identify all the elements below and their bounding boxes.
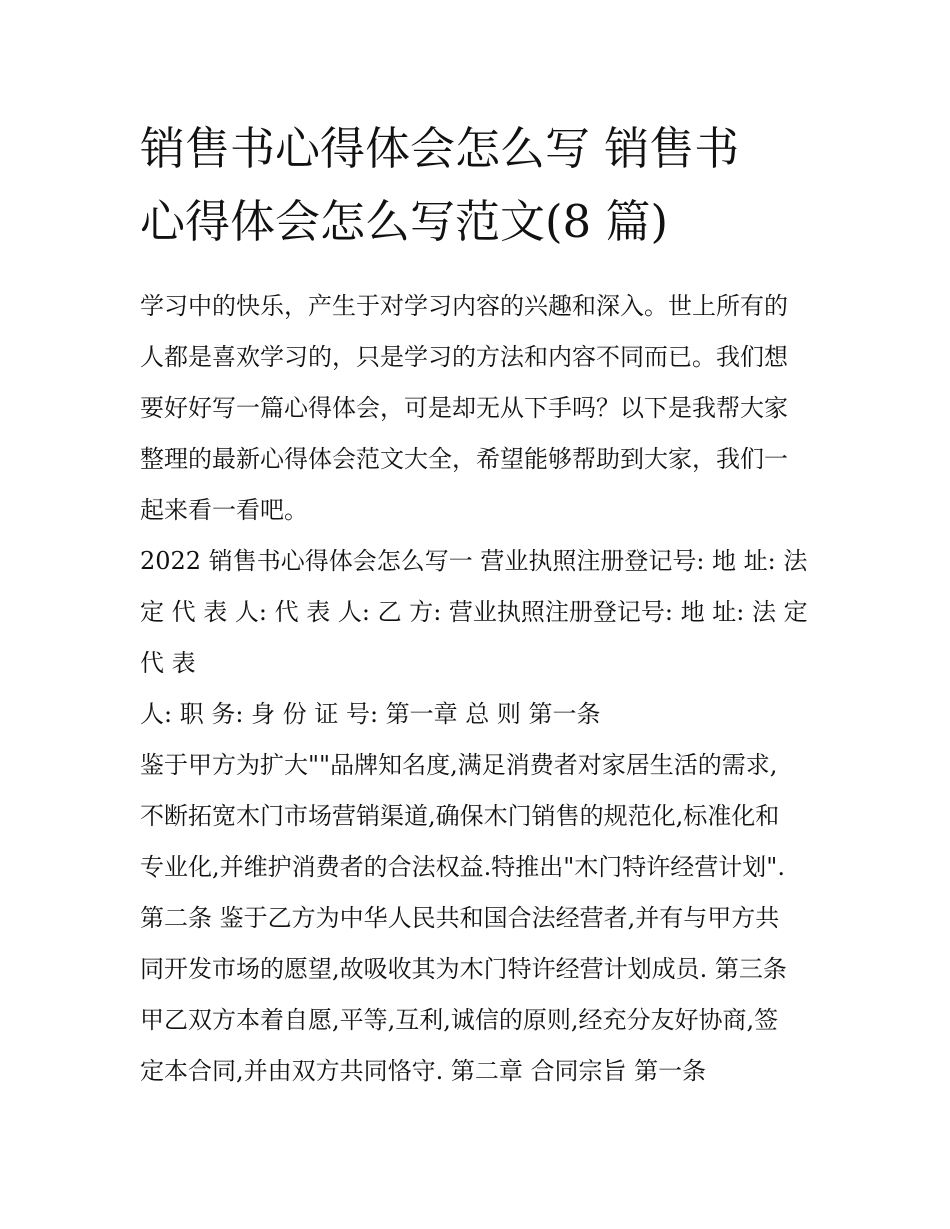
body-line: 定 代 表 人: 代 表 人: 乙 方: 营业执照注册登记号: 地 址: 法 定: [140, 598, 808, 626]
body-line: 学习中的快乐，产生于对学习内容的兴趣和深入。世上所有的: [140, 292, 788, 320]
body-line: 代 表: [140, 649, 196, 677]
body-line: 2022 销售书心得体会怎么写一 营业执照注册登记号: 地 址: 法: [140, 547, 808, 575]
document-title: [140, 112, 820, 258]
document-body: [140, 281, 820, 1097]
body-line: 鉴于甲方为扩大""品牌知名度,满足消费者对家居生活的需求,: [140, 751, 778, 779]
body-line: 整理的最新心得体会范文大全，希望能够帮助到大家，我们一: [140, 445, 788, 473]
title-line: 心得体会怎么写范文(8 篇): [140, 195, 669, 248]
body-line: 定本合同,并由双方共同恪守. 第二章 合同宗旨 第一条: [140, 1057, 707, 1085]
body-line: 第二条 鉴于乙方为中华人民共和国合法经营者,并有与甲方共: [140, 904, 780, 932]
body-line: 专业化,并维护消费者的合法权益.特推出"木门特许经营计划".: [140, 853, 785, 881]
body-line: 要好好写一篇心得体会，可是却无从下手吗？以下是我帮大家: [140, 394, 788, 422]
body-line: 人都是喜欢学习的，只是学习的方法和内容不同而已。我们想: [140, 343, 788, 371]
body-line: 甲乙双方本着自愿,平等,互利,诚信的原则,经充分友好协商,签: [140, 1006, 779, 1034]
title-line: 销售书心得体会怎么写 销售书: [140, 122, 740, 175]
body-line: 人: 职 务: 身 份 证 号: 第一章 总 则 第一条: [140, 700, 601, 728]
body-line: 同开发市场的愿望,故吸收其为木门特许经营计划成员. 第三条: [140, 955, 787, 983]
body-line: 起来看一看吧。: [140, 496, 308, 524]
body-line: 不断拓宽木门市场营销渠道,确保木门销售的规范化,标准化和: [140, 802, 780, 830]
